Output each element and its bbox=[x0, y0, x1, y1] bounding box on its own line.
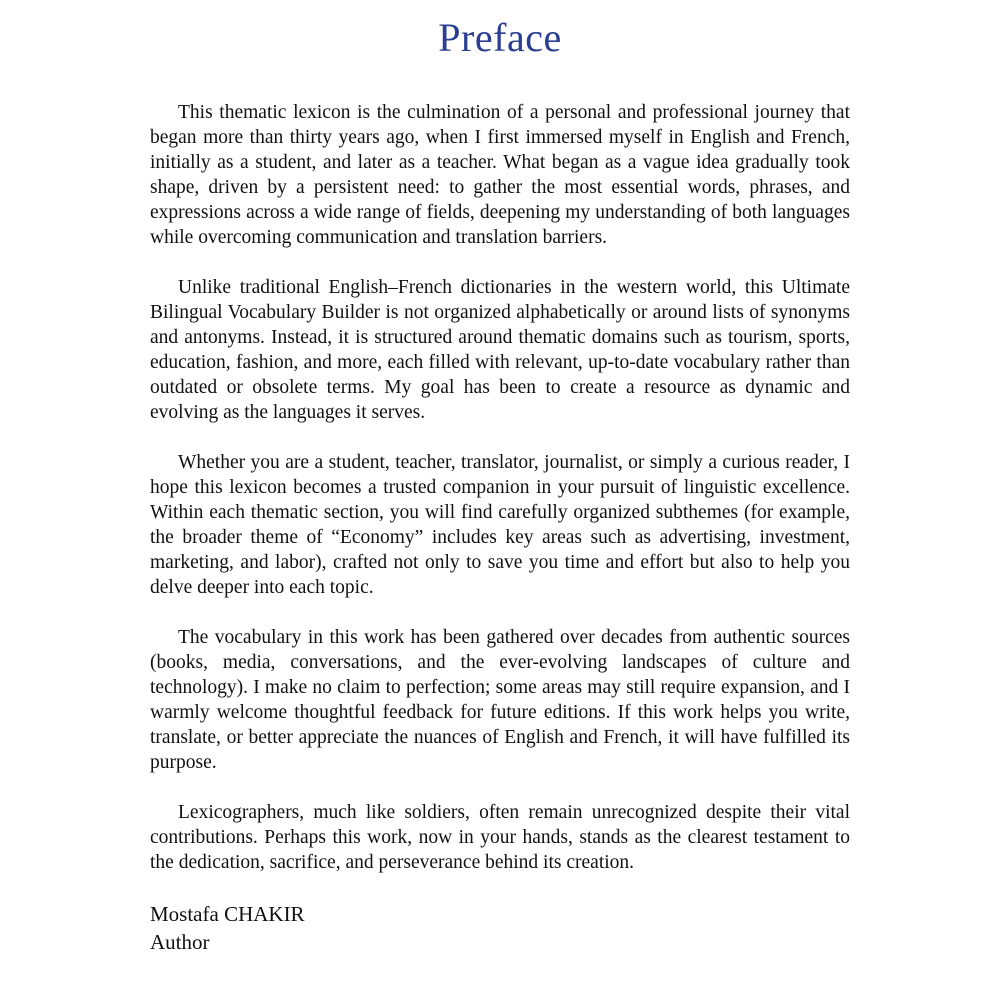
preface-paragraph-3: Whether you are a student, teacher, translator, journalist, or simply a curious reader, I hope this lexicon becomes a trusted companion in your pursuit of linguistic excellence. Within each thematic section, you will find carefully organized subthemes (for example, the broader theme of “Economy” includes key areas such as advertising, investment, marketing, and labor), crafted not only to save you time and effort but also to help you delve deeper into each topic. bbox=[150, 452, 850, 598]
preface-paragraph-1: This thematic lexicon is the culmination of a personal and professional journey that began more than thirty years ago, when I first immersed myself in English and French, initially as a student, and later as a teacher. What began as a vague idea gradually took shape, driven by a persistent need: to gather the most essential words, phrases, and expressions across a wide range of fields, deepening my understanding of both languages while overcoming communication and translation barriers. bbox=[150, 102, 850, 248]
author-name: Mostafa CHAKIR bbox=[150, 902, 305, 926]
preface-paragraph-4: The vocabulary in this work has been gathered over decades from authentic sources (books, media, conversations, and the ever-evolving landscapes of culture and technology). I make no claim to perfection; some areas may still require expansion, and I warmly welcome thoughtful feedback for future editions. If this work helps you write, translate, or better appreciate the nuances of English and French, it will have fulfilled its purpose. bbox=[150, 627, 850, 773]
preface-paragraph-2: Unlike traditional English–French dictionaries in the western world, this Ultimate Bilingual Vocabulary Builder is not organized alphabetically or around lists of synonyms and antonyms. Instead, it is structured around thematic domains such as tourism, sports, education, fashion, and more, each filled with relevant, up-to-date vocabulary rather than outdated or obsolete terms. My goal has been to create a resource as dynamic and evolving as the languages it serves. bbox=[150, 277, 850, 423]
preface-paragraph-5: Lexicographers, much like soldiers, often remain unrecognized despite their vital contributions. Perhaps this work, now in your hands, stands as the clearest testament to the dedication, sacrifice, and perseverance behind its creation. bbox=[150, 802, 850, 873]
author-role: Author bbox=[150, 930, 210, 954]
page-title: Preface bbox=[438, 15, 562, 60]
signature-block bbox=[150, 900, 850, 956]
preface-body bbox=[150, 100, 850, 956]
